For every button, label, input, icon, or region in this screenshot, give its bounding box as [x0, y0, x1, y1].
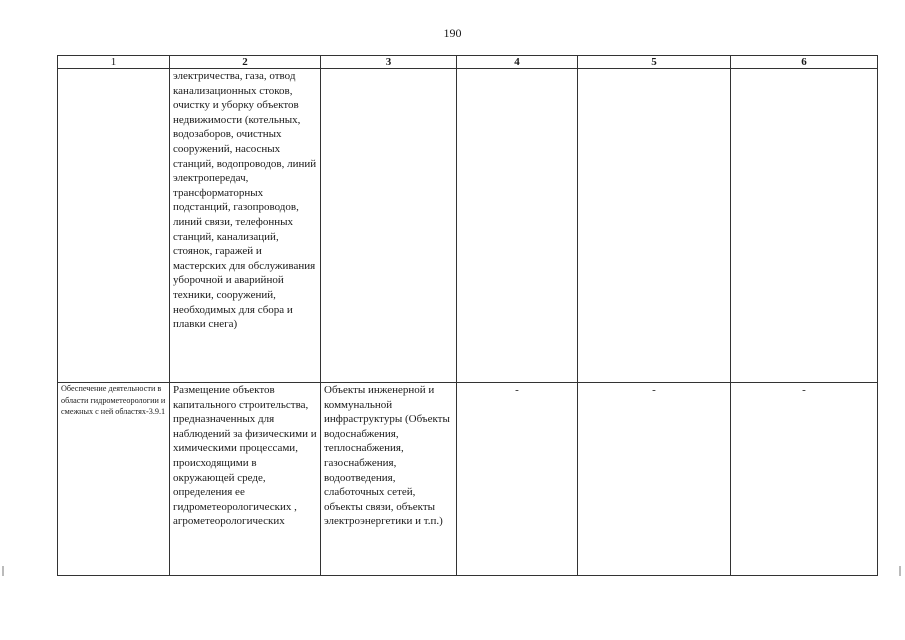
- page-number: 190: [443, 26, 462, 40]
- cell-objects: [321, 69, 457, 383]
- cell-col5: -: [578, 383, 731, 576]
- cell-col6: -: [731, 383, 878, 576]
- zoning-table: [57, 55, 878, 576]
- scan-edge-mark-left: [2, 566, 4, 576]
- column-header-3: 3: [321, 56, 457, 69]
- cell-land-use-type: Обеспечение деятельности в области гидрометеорологии и смежных с ней областях-3.9.1: [58, 383, 170, 576]
- table-row: [58, 69, 878, 383]
- cell-description: электричества, газа, отвод канализационных стоков, очистку и уборку объектов недвижимости (котельных, водозаборов, очистных сооружений, насосных станций, водопроводов, линий электропередач, трансформаторных подстанций, газопроводов, линий связи, телефонных станций, канализаций, стоянок, гаражей и мастерских для обслуживания уборочной и аварийной техники, сооружений, необходимых для сбора и плавки снега): [170, 69, 321, 383]
- column-header-2: 2: [170, 56, 321, 69]
- scan-edge-mark-right: [899, 566, 901, 576]
- cell-land-use-type: [58, 69, 170, 383]
- cell-description: Размещение объектов капитального строительства, предназначенных для наблюдений за физическими и химическими процессами, происходящими в окружающей среде, определения ее гидрометеорологических , агрометеорологических: [170, 383, 321, 576]
- cell-col4: -: [457, 383, 578, 576]
- table-header-row: [58, 56, 878, 69]
- column-header-1: 1: [58, 56, 170, 69]
- cell-objects: Объекты инженерной и коммунальной инфраструктуры (Объекты водоснабжения, теплоснабжения, газоснабжения, водоотведения, слаботочных сетей, объекты связи, объекты электроэнергетики и т.п.): [321, 383, 457, 576]
- table-row: [58, 383, 878, 576]
- column-header-6: 6: [731, 56, 878, 69]
- column-header-4: 4: [457, 56, 578, 69]
- cell-col4: [457, 69, 578, 383]
- cell-col5: [578, 69, 731, 383]
- column-header-5: 5: [578, 56, 731, 69]
- cell-col6: [731, 69, 878, 383]
